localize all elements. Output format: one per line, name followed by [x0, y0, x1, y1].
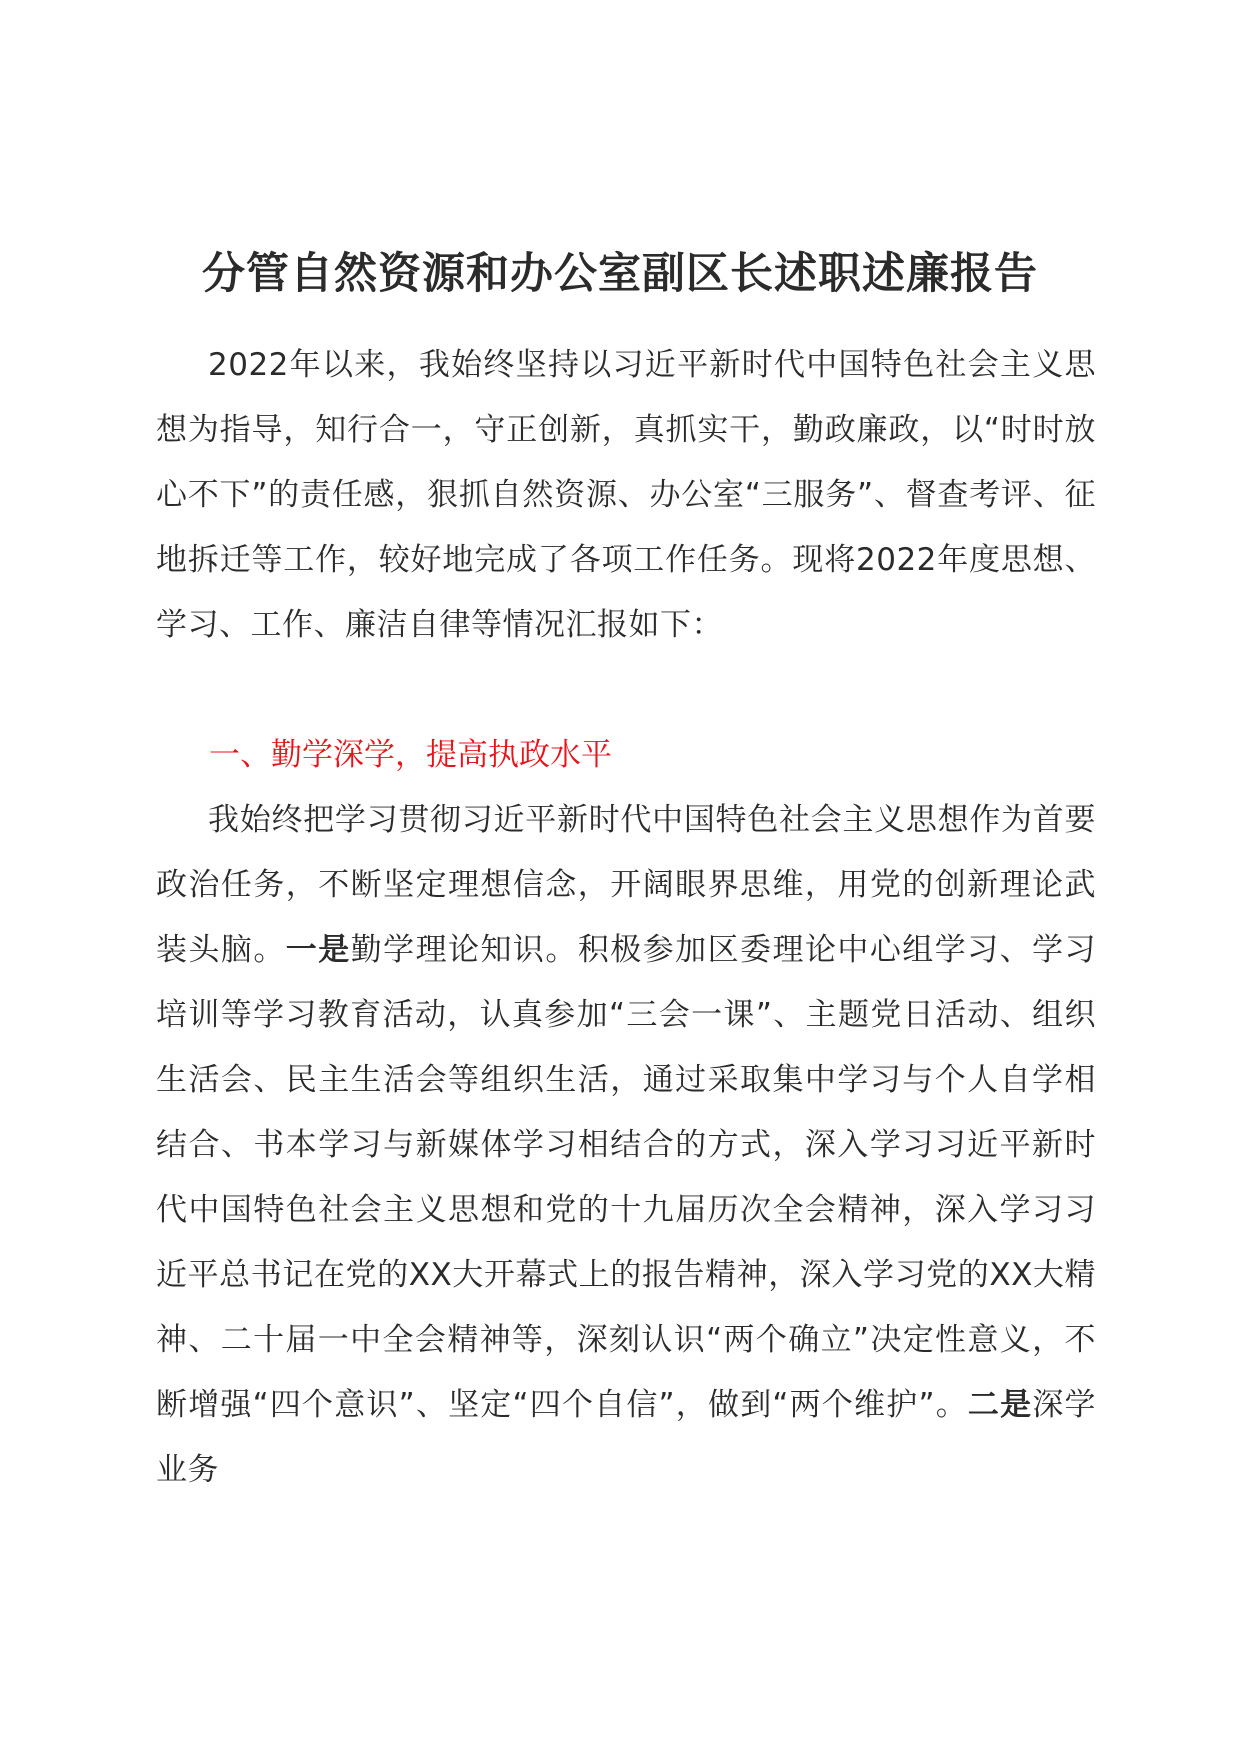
bold-marker-second: 二是 [967, 1387, 1033, 1423]
paragraph-text: 深学业务 [156, 1387, 1097, 1488]
section-paragraph [156, 788, 1096, 1503]
paragraph-text: 勤学理论知识。积极参加区委理论中心组学习、学习培训等学习教育活动，认真参加“三会一课”、主题党日活动、组织生活会、民主生活会等组织生活，通过采取集中学习与个人自学相结合、书本学习与新媒体学习相结合的方式，深入学习习近平新时代中国特色社会主义思想和党的十九届历次全会精神，深入学习习近平总书记在党的XX大开幕式上的报告精神，深入学习党的XX大精神、二十届一中全会精神等，深刻认识“两个确立”决定性意义，不断增强“四个意识”、坚定“四个自信”，做到“两个维护”。 [156, 932, 1097, 1423]
bold-marker-first: 一是 [285, 932, 351, 968]
document-title: 分管自然资源和办公室副区长述职述廉报告 [202, 249, 1038, 299]
section-heading: 一、勤学深学，提高执政水平 [209, 737, 612, 773]
paragraph-text: 我始终把学习贯彻习近平新时代中国特色社会主义思想作为首要政治任务，不断坚定理想信念，开阔眼界思维，用党的创新理论武装头脑。 [156, 802, 1096, 968]
intro-paragraph: 2022年以来，我始终坚持以习近平新时代中国特色社会主义思想为指导，知行合一，守正创新，真抓实干，勤政廉政，以“时时放心不下”的责任感，狠抓自然资源、办公室“三服务”、督查考评、征地拆迁等工作，较好地完成了各项工作任务。现将2022年度思想、学习、工作、廉洁自律等情况汇报如下： [156, 347, 1096, 643]
